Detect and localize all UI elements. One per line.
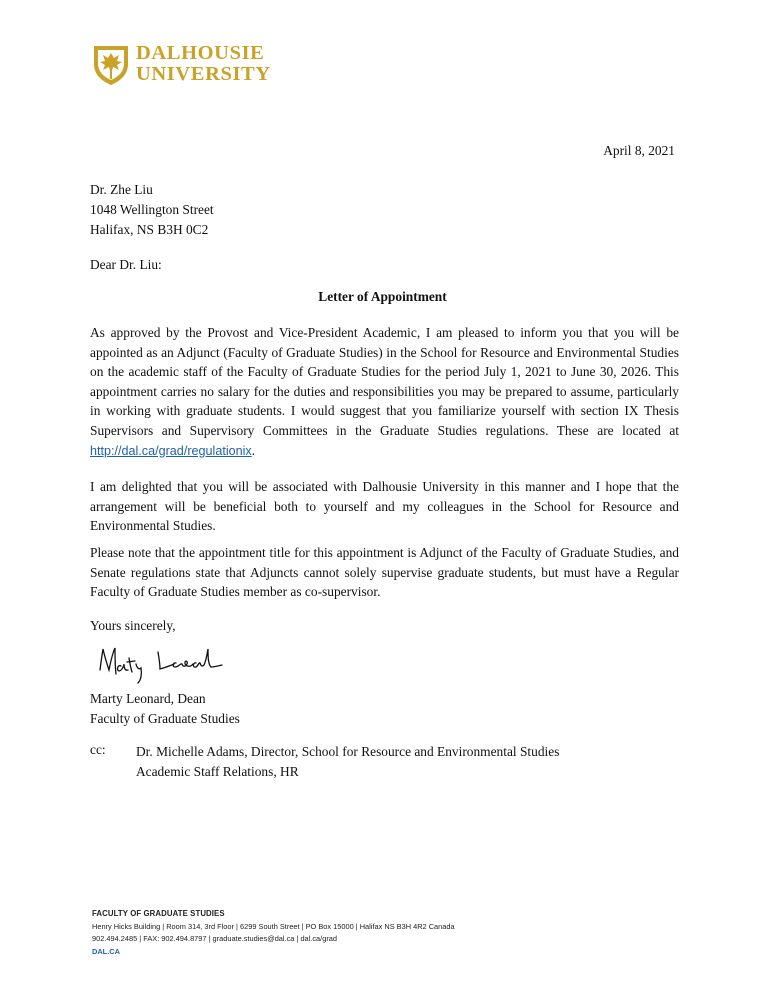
paragraph-appointment-end: . <box>251 442 256 458</box>
paragraph-appointment-text: As approved by the Provost and Vice-President Academic, I am pleased to inform you that you will be appointed as an Adjunct (Faculty of Graduate Studies) in the School for Resource and Environmental Studies on the academic staff of the Faculty of Graduate Studies for the period July 1, 2021 to June 30, 2026. This appointment carries no salary for the duties and responsibilities you may be prepared to assume, particularly in working with graduate students. I would suggest that you familiarize yourself with section IX Thesis Supervisors and Supervisory Committees in the Graduate Studies regulations. These are located at <box>90 325 679 438</box>
signer-block <box>90 689 240 729</box>
recipient-name: Dr. Zhe Liu <box>90 182 153 197</box>
wordmark-line-1: DALHOUSIE <box>136 42 265 64</box>
signer-title: Faculty of Graduate Studies <box>90 711 240 726</box>
footer-website: DAL.CA <box>92 946 120 956</box>
cc-label: cc: <box>90 742 106 757</box>
regulations-link[interactable]: http://dal.ca/grad/regulationix <box>90 443 252 458</box>
handwritten-signature <box>94 640 224 686</box>
paragraph-appointment <box>90 323 679 461</box>
letter-date: April 8, 2021 <box>603 143 675 158</box>
salutation: Dear Dr. Liu: <box>90 257 162 272</box>
university-wordmark <box>136 43 271 85</box>
footer-title: FACULTY OF GRADUATE STUDIES <box>92 909 225 918</box>
cc-list <box>136 742 559 782</box>
footer-address: Henry Hicks Building | Room 314, 3rd Floor | 6299 South Street | PO Box 15000 | Halifax NS B3H 4R2 Canada <box>92 921 455 931</box>
cc-recipient: Academic Staff Relations, HR <box>136 764 299 779</box>
university-logo <box>92 42 282 88</box>
signer-name: Marty Leonard, Dean <box>90 691 206 706</box>
recipient-street: 1048 Wellington Street <box>90 202 214 217</box>
recipient-address <box>90 180 214 240</box>
wordmark-line-2: UNIVERSITY <box>136 63 271 85</box>
closing: Yours sincerely, <box>90 618 176 633</box>
paragraph-adjunct-note: Please note that the appointment title for this appointment is Adjunct of the Faculty of Graduate Studies, and Senate regulations state that Adjuncts cannot solely supervise graduate students, but must have a Regular Faculty of Graduate Studies member as co-supervisor. <box>90 545 679 600</box>
footer-contact: 902.494.2485 | FAX: 902.494.8797 | graduate.studies@dal.ca | dal.ca/grad <box>92 934 338 943</box>
letter-subject: Letter of Appointment <box>318 289 447 304</box>
cc-recipient: Dr. Michelle Adams, Director, School for Resource and Environmental Studies <box>136 744 560 759</box>
dalhousie-crest-icon <box>92 42 130 86</box>
recipient-city: Halifax, NS B3H 0C2 <box>90 222 209 237</box>
letterhead-footer <box>92 908 455 958</box>
paragraph-delighted: I am delighted that you will be associated with Dalhousie University in this manner and I hope that the arrangement will be beneficial both to yourself and my colleagues in the School for Resource and Environmental Studies. <box>90 479 679 534</box>
